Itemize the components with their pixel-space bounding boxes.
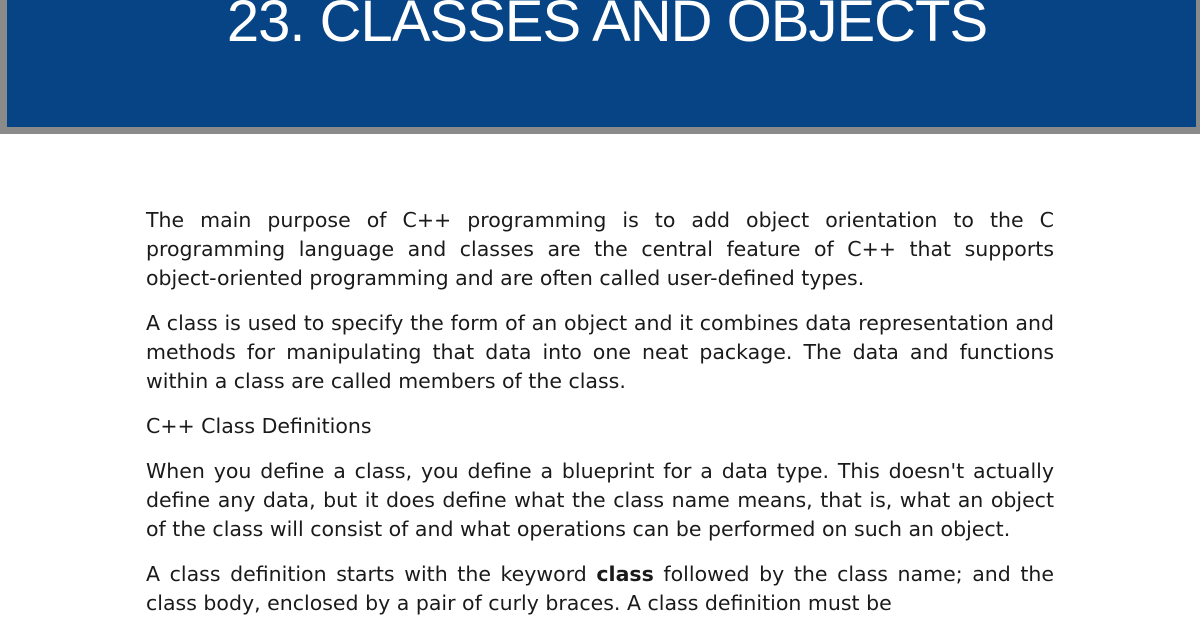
document-body: [146, 206, 1054, 630]
paragraph-class-keyword-start: A class definition starts with the keyword: [146, 562, 597, 586]
chapter-banner: [0, 0, 1200, 134]
paragraph-class-keyword-end: followed by the class name; and the class body, enclosed by a pair of curly braces. A class definition must be: [146, 562, 1054, 615]
chapter-title: 23. CLASSES AND OBJECTS: [226, 0, 988, 54]
paragraph-class-definition: When you define a class, you define a blueprint for a data type. This doesn't actually define any data, but it does define what the class name means, that is, what an object of the class will consist of and what operations can be performed on such an object.: [146, 459, 1054, 541]
paragraph-intro: The main purpose of C++ programming is to add object orientation to the C programming language and classes are the central feature of C++ that supports object-oriented programming and are often called user-defined types.: [146, 208, 1054, 290]
paragraph-class-keyword: [146, 560, 1054, 618]
keyword-class: class: [596, 562, 654, 586]
section-heading: C++ Class Definitions: [146, 414, 372, 438]
chapter-banner-fill: [7, 0, 1196, 127]
paragraph-class-purpose: A class is used to specify the form of an object and it combines data representation and methods for manipulating that data into one neat package. The data and functions within a class are called members of the class.: [146, 311, 1054, 393]
